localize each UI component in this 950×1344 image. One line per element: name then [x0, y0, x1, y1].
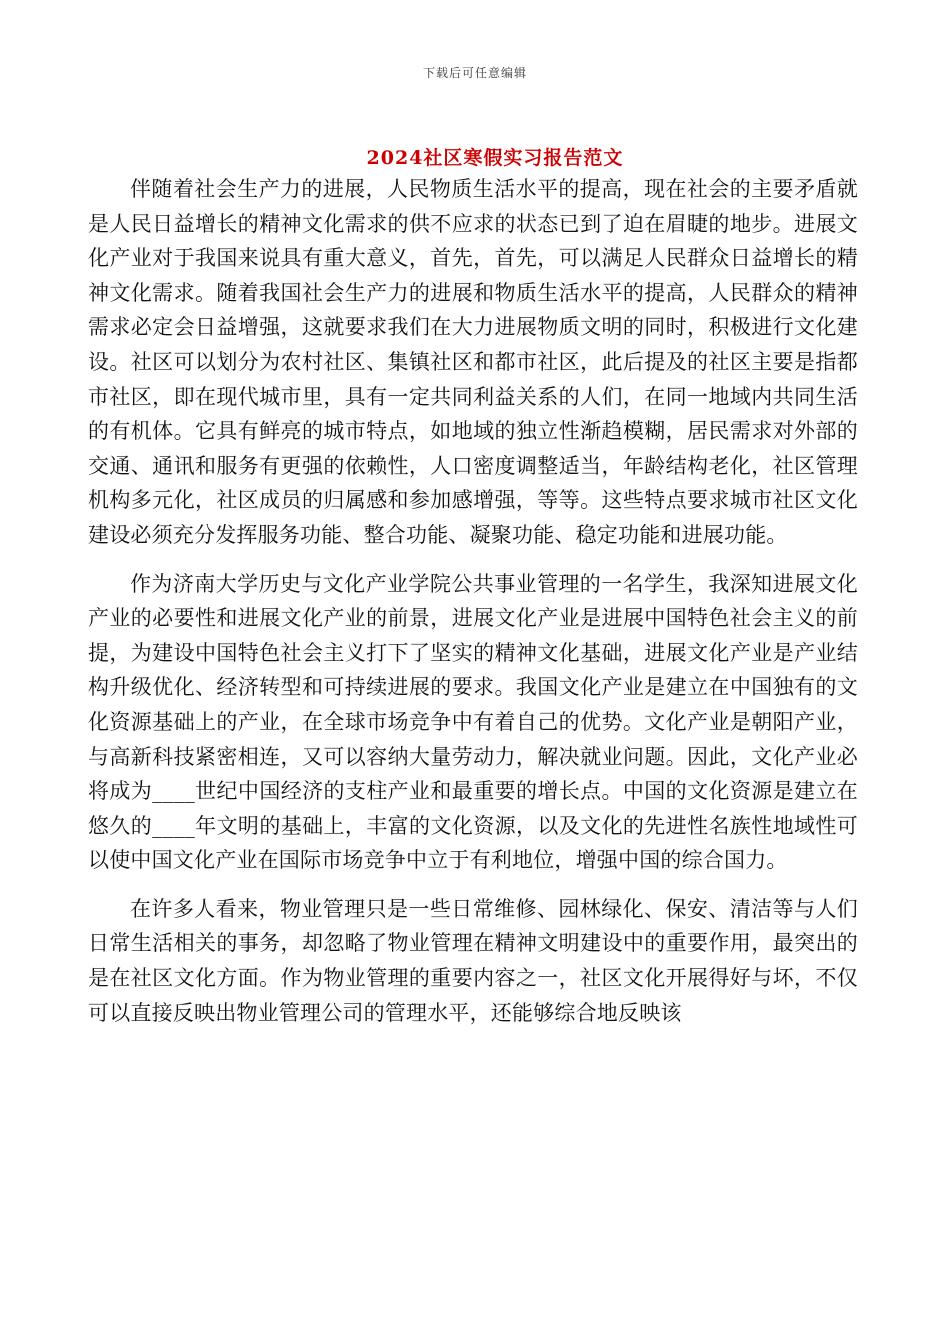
document-title: 2024社区寒假实习报告范文	[366, 147, 624, 169]
header-note: 下载后可任意编辑	[422, 66, 527, 80]
paragraph-2: 作为济南大学历史与文化产业学院公共事业管理的一名学生，我深知进展文化产业的必要性和进展文化产业的前景，进展文化产业是进展中国特色社会主义的前提，为建设中国特色社会主义打下了坚实的精神文化基础，进展文化产业是产业结构升级优化、经济转型和可持续进展的要求。我国文化产业是建立在中国独有的文化资源基础上的产业，在全球市场竞争中有着自己的优势。文化产业是朝阳产业，与高新科技紧密相连，又可以容纳大量劳动力，解决就业问题。因此，文化产业必将成为____世纪中国经济的支柱产业和最重要的增长点。中国的文化资源是建立在悠久的____年文明的基础上，丰富的文化资源，以及文化的先进性名族性地域性可以使中国文化产业在国际市场竞争中立于有利地位，增强中国的综合国力。	[88, 571, 858, 873]
document-body	[88, 172, 858, 1044]
paragraph-1: 伴随着社会生产力的进展，人民物质生活水平的提高，现在社会的主要矛盾就是人民日益增长的精神文化需求的供不应求的状态已到了迫在眉睫的地步。进展文化产业对于我国来说具有重大意义，首先，首先，可以满足人民群众日益增长的精神文化需求。随着我国社会生产力的进展和物质生活水平的提高，人民群众的精神需求必定会日益增强，这就要求我们在大力进展物质文明的同时，积极进行文化建设。社区可以划分为农村社区、集镇社区和都市社区，此后提及的社区主要是指都市社区，即在现代城市里，具有一定共同利益关系的人们，在同一地域内共同生活的有机体。它具有鲜亮的城市特点，如地域的独立性渐趋模糊，居民需求对外部的交通、通讯和服务有更强的依赖性，人口密度调整适当，年龄结构老化，社区管理机构多元化，社区成员的归属感和参加感增强，等等。这些特点要求城市社区文化建设必须充分发挥服务功能、整合功能、凝聚功能、稳定功能和进展功能。	[88, 177, 858, 547]
paragraph-3: 在许多人看来，物业管理只是一些日常维修、园林绿化、保安、清洁等与人们日常生活相关的事务，却忽略了物业管理在精神文明建设中的重要作用，最突出的是在社区文化方面。作为物业管理的重要内容之一，社区文化开展得好与坏，不仅可以直接反映出物业管理公司的管理水平，还能够综合地反映该	[88, 896, 858, 1025]
